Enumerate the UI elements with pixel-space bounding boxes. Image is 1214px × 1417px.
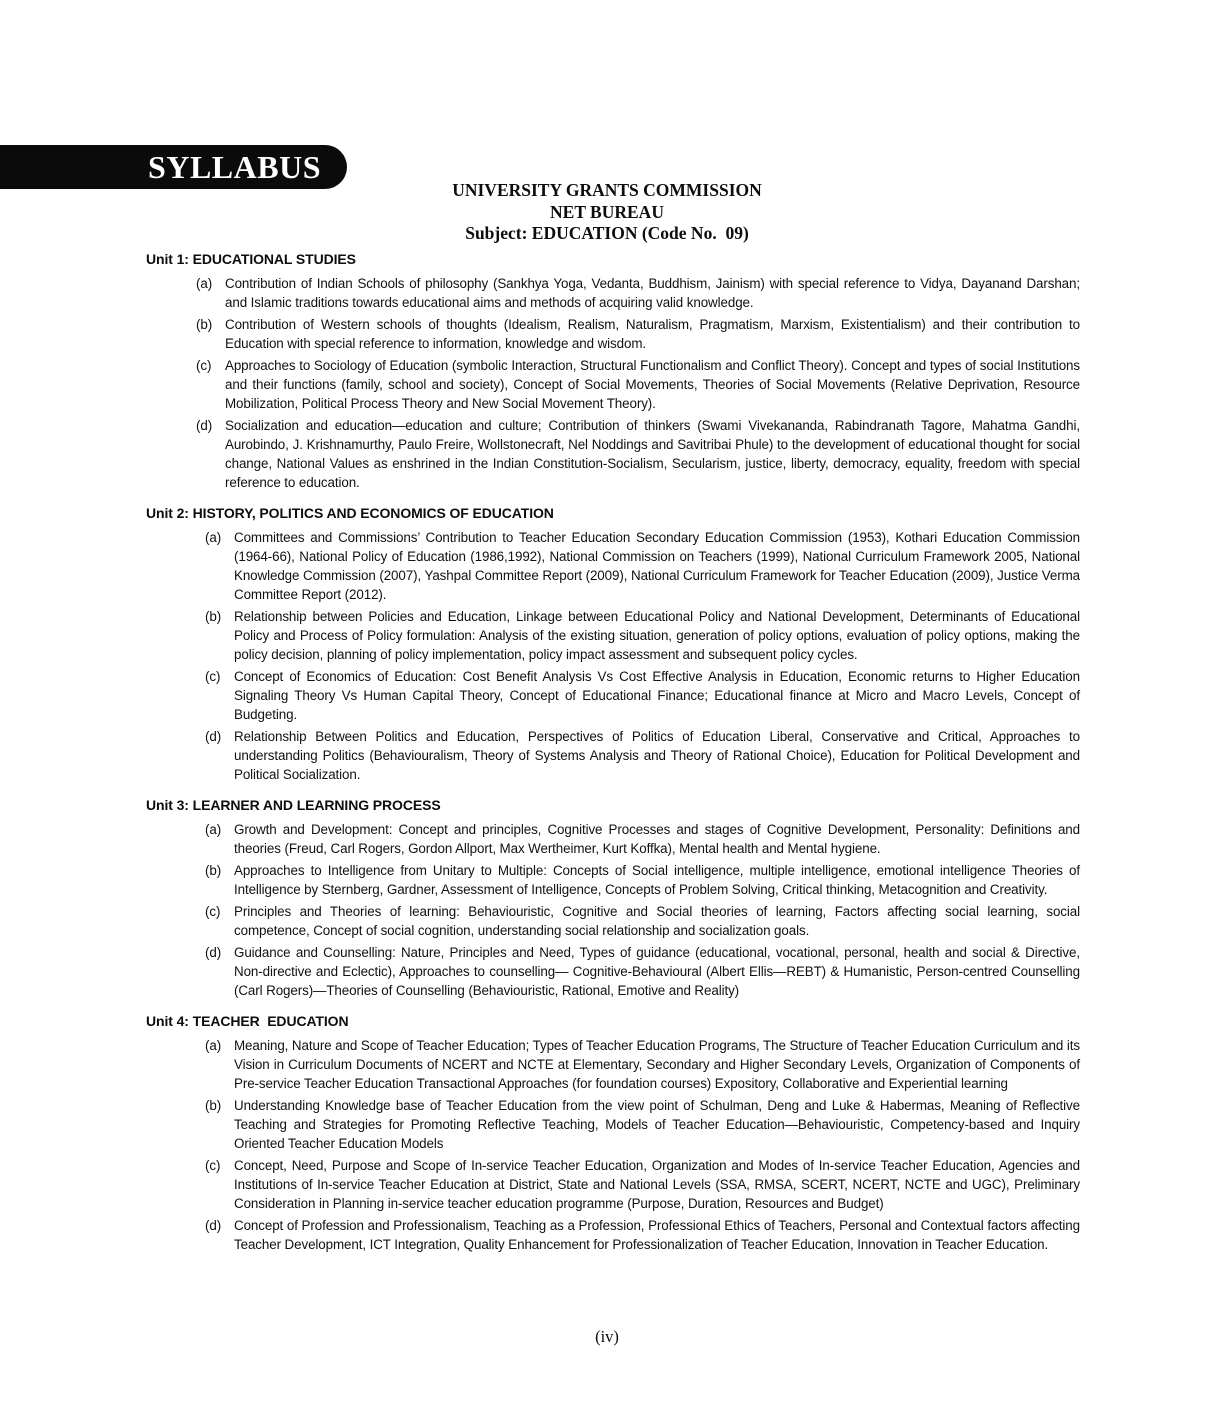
item-label: (c) — [205, 669, 221, 684]
syllabus-item — [146, 1036, 1080, 1093]
syllabus-item — [146, 607, 1080, 664]
item-text: Guidance and Counselling: Nature, Principles and Need, Types of guidance (educational, vocational, personal, health and social & Directive, Non-directive and Eclectic), Approaches to counselling— Cognitive-Behavioural (Albert Ellis—REBT) & Humanistic, Person-centred Counselling (Carl Rogers)—Theories of Counselling (Behaviouristic, Rational, Emotive and Reality) — [234, 945, 1080, 998]
syllabus-item — [146, 1096, 1080, 1153]
item-label: (d) — [196, 418, 213, 433]
unit-title: Unit 3: LEARNER AND LEARNING PROCESS — [146, 797, 441, 813]
item-text: Approaches to Sociology of Education (symbolic Interaction, Structural Functionalism and Conflict Theory). Concept and types of social Institutions and their functions (family, school and society), Concept of Social Movements, Theories of Social Movements (Relative Deprivation, Resource Mobilization, Political Process Theory and New Social Movement Theory). — [225, 358, 1080, 411]
unit-section — [146, 250, 1080, 492]
syllabus-item — [146, 356, 1080, 413]
item-text: Committees and Commissions’ Contribution to Teacher Education Secondary Education Commission (1953), Kothari Education Commission (1964-66), National Policy of Education (1986,1992), National Commission on Teachers (1999), National Curriculum Framework 2005, National Knowledge Commission (2007), Yashpal Committee Report (2009), National Curriculum Framework for Teacher Education (2009), Justice Verma Committee Report (2012). — [234, 530, 1080, 602]
item-label: (d) — [205, 945, 222, 960]
item-text: Concept of Economics of Education: Cost Benefit Analysis Vs Cost Effective Analysis in Education, Economic returns to Higher Education Signaling Theory Vs Human Capital Theory, Concept of Educational Finance; Educational finance at Micro and Macro Levels, Concept of Budgeting. — [234, 669, 1080, 722]
item-text: Socialization and education—education and culture; Contribution of thinkers (Swami Vivekananda, Rabindranath Tagore, Mahatma Gandhi, Aurobindo, J. Krishnamurthy, Paulo Freire, Wollstonecraft, Nel Noddings and Savitribai Phule) to the development of educational thought for social change, National Values as enshrined in the Indian Constitution-Socialism, Secularism, justice, liberty, democracy, equality, freedom with special reference to education. — [225, 418, 1080, 490]
item-text: Concept, Need, Purpose and Scope of In-service Teacher Education, Organization and Modes of In-service Teacher Education, Agencies and Institutions of In-service Teacher Education at District, State and National Levels (SSA, RMSA, SCERT, NCERT, NCTE and UGC), Preliminary Consideration in Planning in-service teacher education programme (Purpose, Duration, Resources and Budget) — [234, 1158, 1080, 1211]
item-text: Growth and Development: Concept and principles, Cognitive Processes and stages of Cognitive Development, Personality: Definitions and theories (Freud, Carl Rogers, Gordon Allport, Max Wertheimer, Kurt Koffka), Mental health and Mental hygiene. — [234, 822, 1080, 856]
document-header — [0, 180, 1214, 245]
item-text: Meaning, Nature and Scope of Teacher Education; Types of Teacher Education Programs, The Structure of Teacher Education Curriculum and its Vision in Curriculum Documents of NCERT and NCTE at Elementary, Secondary and Higher Secondary Levels, Organization of Components of Pre-service Teacher Education Transactional Approaches (for foundation courses) Expository, Collaborative and Experiential learning — [234, 1038, 1080, 1091]
syllabus-item — [146, 274, 1080, 312]
syllabus-item — [146, 727, 1080, 784]
syllabus-item — [146, 1216, 1080, 1254]
item-label: (d) — [205, 729, 222, 744]
syllabus-banner-label: SYLLABUS — [148, 148, 321, 185]
item-text: Principles and Theories of learning: Behaviouristic, Cognitive and Social theories of learning, Factors affecting social learning, social competence, Concept of social cognition, understanding social relationship and socialization goals. — [234, 904, 1080, 938]
item-label: (c) — [196, 358, 212, 373]
unit-title: Unit 1: EDUCATIONAL STUDIES — [146, 251, 356, 267]
item-text: Relationship between Policies and Education, Linkage between Educational Policy and National Development, Determinants of Educational Policy and Process of Policy formulation: Analysis of the existing situation, generation of policy options, evaluation of policy options, making the policy decision, planning of policy implementation, policy impact assessment and subsequent policy cycles. — [234, 609, 1080, 662]
syllabus-item — [146, 667, 1080, 724]
syllabus-item — [146, 1156, 1080, 1213]
units-container — [146, 250, 1080, 1257]
syllabus-item — [146, 416, 1080, 492]
item-label: (a) — [205, 1038, 222, 1053]
item-label: (b) — [205, 1098, 222, 1113]
page-number: (iv) — [595, 1327, 619, 1346]
item-text: Understanding Knowledge base of Teacher Education from the view point of Schulman, Deng and Luke & Habermas, Meaning of Reflective Teaching and Strategies for Promoting Reflective Teaching, Models of Teacher Education—Behaviouristic, Competency-based and Inquiry Oriented Teacher Education Models — [234, 1098, 1080, 1151]
unit-section — [146, 796, 1080, 1000]
item-label: (a) — [205, 530, 222, 545]
unit-section — [146, 504, 1080, 784]
unit-section — [146, 1012, 1080, 1254]
item-label: (a) — [196, 276, 213, 291]
unit-title: Unit 4: TEACHER EDUCATION — [146, 1013, 349, 1029]
unit-title: Unit 2: HISTORY, POLITICS AND ECONOMICS OF EDUCATION — [146, 505, 554, 521]
syllabus-item — [146, 528, 1080, 604]
syllabus-item — [146, 315, 1080, 353]
item-label: (a) — [205, 822, 222, 837]
item-label: (c) — [205, 1158, 221, 1173]
syllabus-item — [146, 943, 1080, 1000]
item-text: Concept of Profession and Professionalism, Teaching as a Profession, Professional Ethics of Teachers, Personal and Contextual factors affecting Teacher Development, ICT Integration, Quality Enhancement for Professionalization of Teacher Education, Innovation in Teacher Education. — [234, 1218, 1080, 1252]
header-subject: Subject: EDUCATION (Code No. 09) — [465, 223, 749, 243]
item-text: Contribution of Western schools of thoughts (Idealism, Realism, Naturalism, Pragmatism, Marxism, Existentialism) and their contribution to Education with special reference to information, knowledge and wisdom. — [225, 317, 1080, 351]
item-label: (b) — [196, 317, 213, 332]
syllabus-item — [146, 902, 1080, 940]
item-label: (b) — [205, 609, 222, 624]
syllabus-item — [146, 820, 1080, 858]
header-organization: UNIVERSITY GRANTS COMMISSION — [452, 180, 762, 200]
item-text: Contribution of Indian Schools of philosophy (Sankhya Yoga, Vedanta, Buddhism, Jainism) with special reference to Vidya, Dayanand Darshan; and Islamic traditions towards educational aims and methods of acquiring valid knowledge. — [225, 276, 1080, 310]
item-text: Relationship Between Politics and Education, Perspectives of Politics of Education Liberal, Conservative and Critical, Approaches to understanding Politics (Behaviouralism, Theory of Systems Analysis and Theory of Rational Choice), Education for Political Development and Political Socialization. — [234, 729, 1080, 782]
item-label: (b) — [205, 863, 222, 878]
item-label: (d) — [205, 1218, 222, 1233]
item-label: (c) — [205, 904, 221, 919]
item-text: Approaches to Intelligence from Unitary to Multiple: Concepts of Social intelligence, multiple intelligence, emotional intelligence Theories of Intelligence by Sternberg, Gardner, Assessment of Intelligence, Concepts of Problem Solving, Critical thinking, Metacognition and Creativity. — [234, 863, 1080, 897]
header-bureau: NET BUREAU — [550, 201, 664, 222]
syllabus-item — [146, 861, 1080, 899]
